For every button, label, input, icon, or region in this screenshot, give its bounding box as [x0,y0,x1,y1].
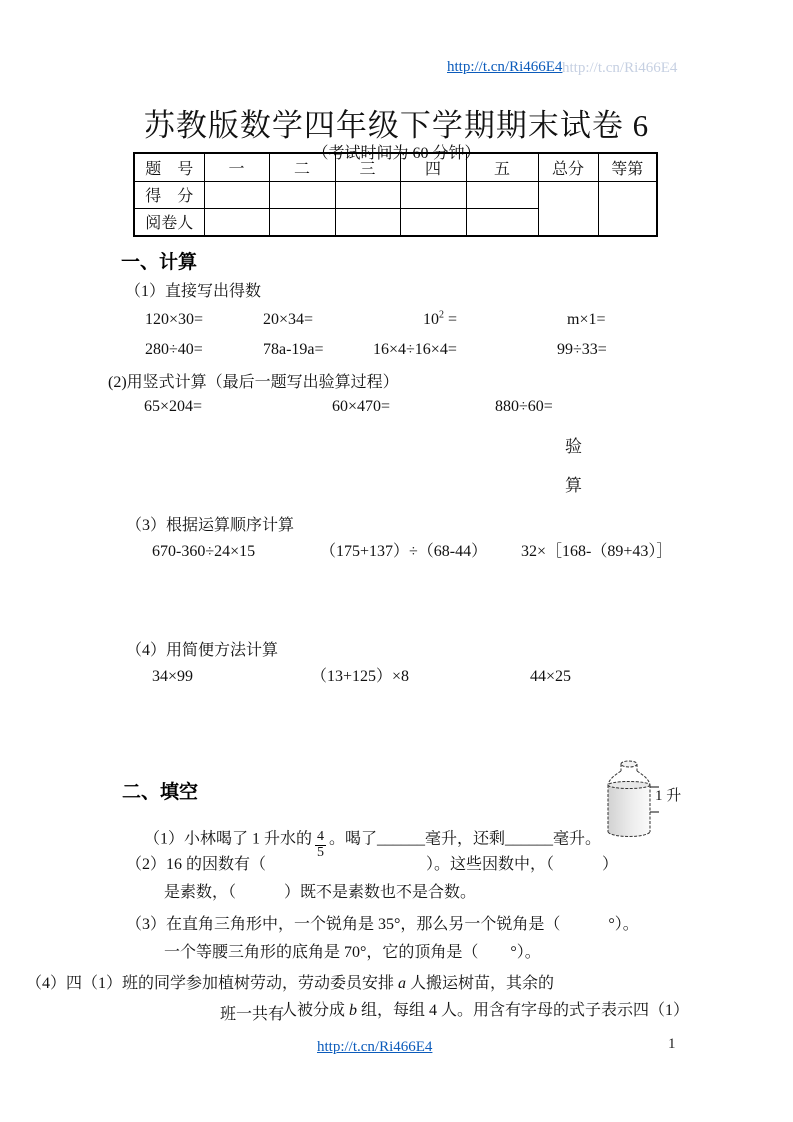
score-table-header-cell: 题 号 [134,153,204,181]
fraction-numerator: 4 [317,829,325,845]
expression: 120×30= [145,311,204,328]
score-table-header-cell: 五 [466,153,538,181]
expression: （175+137）÷（68-44） [320,543,488,560]
fraction-denominator: 5 [317,845,325,861]
total-score-cell [538,181,598,236]
water-bottle-illustration [602,757,660,845]
section-2-heading: 二、填空 [122,782,199,803]
expression: （13+125）×8 [311,668,410,685]
score-table-header-cell: 三 [335,153,400,181]
bottle-volume-label: 1 升 [655,788,682,804]
score-table-header-cell: 等第 [598,153,657,181]
power-base: 10 [423,311,439,328]
score-cell [466,208,538,236]
footer-share-link[interactable]: http://t.cn/Ri466E4 [317,1039,433,1055]
expression: 34×99 [152,668,194,685]
fill-q4-line3: 班一共有 [220,1006,285,1023]
score-cell [335,208,400,236]
score-cell [204,208,269,236]
score-table-header-cell: 总分 [538,153,598,181]
power-exponent: 2 [439,309,444,321]
fill-q4-line1-pre: （4）四（1）班的同学参加植树劳动，劳动委员安排 [26,975,399,993]
score-row [134,181,657,208]
variable-b: b [349,1002,358,1020]
expression: 670-360÷24×15 [152,543,256,560]
fill-q4-line2-post: 组，每组 4 人。用含有字母的式子表示四（1） [357,1002,690,1020]
expression: 16×4÷16×4= [373,341,457,358]
calc-q3-label: （3）根据运算顺序计算 [126,517,295,534]
fill-q3-line2: 一个等腰三角形的底角是 70°，它的顶角是（ °）。 [164,944,541,961]
fill-q2-line1: （2）16 的因数有（ ）。这些因数中，（ ） [126,856,619,873]
score-table-header-cell: 二 [269,153,335,181]
fill-q2-line2: 是素数，（ ）既不是素数也不是合数。 [164,884,477,901]
score-table-header-row [134,153,657,181]
expression: 99÷33= [557,341,607,358]
score-table-header-cell: 一 [204,153,269,181]
top-share-link[interactable]: http://t.cn/Ri466E4 [447,59,563,75]
expression: 60×470= [332,398,391,415]
expression: 20×34= [263,311,314,328]
fill-q4-line2-pre: 人被分成 [281,1002,350,1020]
score-cell [466,181,538,208]
fill-q1-suffix: 。喝了______毫升，还剩______毫升。 [329,831,602,849]
check-label-1: 验 [565,437,582,456]
power-equals: = [444,311,458,328]
score-table-header-cell: 四 [400,153,466,181]
grade-cell [598,181,657,236]
section-1-heading: 一、计算 [121,252,198,273]
variable-a: a [398,975,407,993]
calc-q2-label: (2)用竖式计算（最后一题写出验算过程） [108,374,399,391]
fill-q4-line1-post: 人搬运树苗，其余的 [406,975,555,993]
score-cell [269,208,335,236]
calc-q1-label: （1）直接写出得数 [125,283,262,300]
page-number: 1 [668,1036,676,1052]
score-row-label: 阅卷人 [134,208,204,236]
calc-q4-label: （4）用简便方法计算 [126,642,279,659]
score-table [133,152,658,237]
fill-q3-line1: （3）在直角三角形中，一个锐角是 35°，那么另一个锐角是（ °）。 [126,916,639,933]
expression: 280÷40= [145,341,203,358]
expression: m×1= [567,311,606,328]
expression: 32×［168-（89+43）］ [521,543,673,560]
score-cell [204,181,269,208]
expression-power [423,311,457,329]
score-cell [269,181,335,208]
score-row-label: 得 分 [134,181,204,208]
expression: 44×25 [530,668,572,685]
page-title: 苏教版数学四年级下学期期末试卷 6 [143,108,650,143]
page-subtitle: （考试时间为 60 分钟） [312,145,481,162]
expression: 78a-19a= [263,341,324,358]
expression: 880÷60= [495,398,553,415]
fill-q1-prefix: （1）小林喝了 1 升水的 [144,831,313,849]
expression: 65×204= [144,398,203,415]
watermark-text: http://t.cn/Ri466E4 [562,60,678,76]
fill-q4-line2 [265,984,689,1039]
score-cell [400,181,466,208]
score-cell [400,208,466,236]
score-cell [335,181,400,208]
check-label-2: 算 [565,476,582,495]
